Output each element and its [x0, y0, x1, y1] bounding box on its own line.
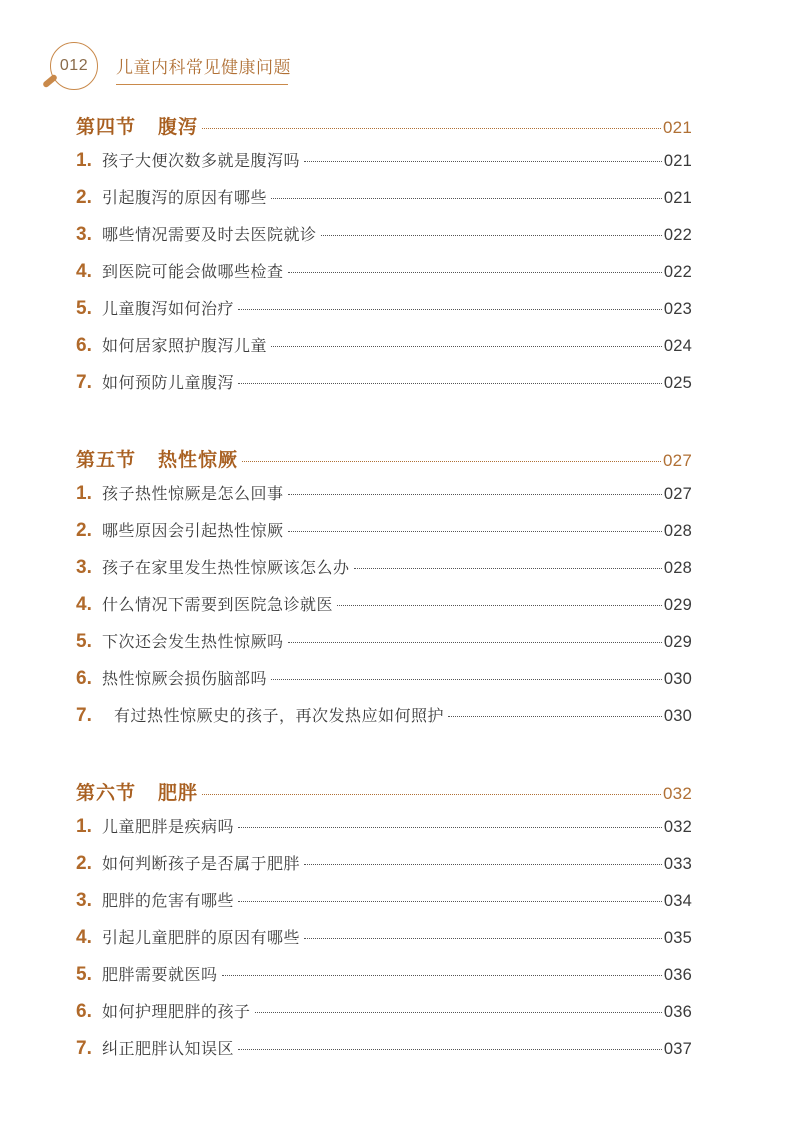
- page-number-badge: [50, 42, 98, 90]
- entry-page: 022: [663, 263, 692, 281]
- toc-entry[interactable]: [76, 1036, 692, 1073]
- entry-page: 033: [663, 855, 692, 873]
- toc-entry[interactable]: [76, 703, 692, 740]
- toc-entry[interactable]: [76, 148, 692, 185]
- dot-leader: [255, 1012, 662, 1013]
- entry-title: 热性惊厥会损伤脑部吗: [102, 669, 268, 688]
- toc-entry[interactable]: [76, 925, 692, 962]
- entry-title: 到医院可能会做哪些检查: [102, 262, 284, 281]
- entry-title: 儿童肥胖是疾病吗: [102, 817, 235, 836]
- entry-title: 什么情况下需要到医院急诊就医: [102, 595, 334, 614]
- toc-entry[interactable]: [76, 481, 692, 518]
- toc-section-5: [76, 445, 692, 740]
- dot-leader: [271, 198, 662, 199]
- entry-number: 6.: [76, 1001, 92, 1022]
- entry-number: 3.: [76, 224, 92, 245]
- entry-page: 027: [663, 485, 692, 503]
- entry-number: 3.: [76, 557, 92, 578]
- dot-leader: [271, 346, 662, 347]
- entry-number: 1.: [76, 483, 92, 504]
- entry-title: 有过热性惊厥史的孩子，再次发热应如何照护: [114, 706, 445, 725]
- entry-title: 引起儿童肥胖的原因有哪些: [102, 928, 301, 947]
- entry-title: 哪些原因会引起热性惊厥: [102, 521, 284, 540]
- entry-number: 2.: [76, 853, 92, 874]
- toc-entry[interactable]: [76, 555, 692, 592]
- dot-leader: [238, 383, 662, 384]
- entry-page: 036: [663, 966, 692, 984]
- dot-leader: [238, 309, 662, 310]
- entry-number: 7.: [76, 705, 92, 726]
- entry-page: 021: [663, 189, 692, 207]
- entry-number: 5.: [76, 964, 92, 985]
- dot-leader: [242, 461, 661, 462]
- entry-page: 022: [663, 226, 692, 244]
- entry-page: 030: [663, 670, 692, 688]
- entry-title: 如何居家照护腹泻儿童: [102, 336, 268, 355]
- entry-page: 037: [663, 1040, 692, 1058]
- dot-leader: [304, 938, 662, 939]
- section-title: 肥胖: [158, 782, 199, 804]
- section-page: 027: [663, 451, 692, 470]
- page-header: [44, 38, 304, 98]
- entry-number: 2.: [76, 187, 92, 208]
- entry-number: 2.: [76, 520, 92, 541]
- dot-leader: [321, 235, 662, 236]
- entry-page: 028: [663, 522, 692, 540]
- entry-number: 4.: [76, 594, 92, 615]
- entry-page: 029: [663, 596, 692, 614]
- dot-leader: [288, 494, 662, 495]
- entry-title: 肥胖需要就医吗: [102, 965, 218, 984]
- entry-title: 引起腹泻的原因有哪些: [102, 188, 268, 207]
- toc-section-4: [76, 112, 692, 407]
- entry-number: 4.: [76, 927, 92, 948]
- dot-leader: [202, 794, 661, 795]
- entry-page: 030: [663, 707, 692, 725]
- entry-page: 036: [663, 1003, 692, 1021]
- section-label: 第六节: [76, 782, 137, 804]
- toc-entry[interactable]: [76, 259, 692, 296]
- toc-entry[interactable]: [76, 999, 692, 1036]
- entry-number: 3.: [76, 890, 92, 911]
- entry-title: 如何预防儿童腹泻: [102, 373, 235, 392]
- dot-leader: [288, 642, 662, 643]
- entry-number: 5.: [76, 631, 92, 652]
- entry-page: 024: [663, 337, 692, 355]
- entry-number: 1.: [76, 816, 92, 837]
- entry-page: 025: [663, 374, 692, 392]
- toc-entry[interactable]: [76, 851, 692, 888]
- entry-title: 如何判断孩子是否属于肥胖: [102, 854, 301, 873]
- dot-leader: [448, 716, 662, 717]
- dot-leader: [202, 128, 661, 129]
- entry-title: 孩子大便次数多就是腹泻吗: [102, 151, 301, 170]
- entry-number: 7.: [76, 372, 92, 393]
- dot-leader: [288, 531, 662, 532]
- entry-title: 下次还会发生热性惊厥吗: [102, 632, 284, 651]
- dot-leader: [238, 901, 662, 902]
- section-title: 热性惊厥: [158, 449, 239, 471]
- section-label: 第四节: [76, 116, 137, 138]
- entry-page: 021: [663, 152, 692, 170]
- entry-page: 029: [663, 633, 692, 651]
- toc-entry[interactable]: [76, 518, 692, 555]
- entry-title: 肥胖的危害有哪些: [102, 891, 235, 910]
- toc-entry[interactable]: [76, 888, 692, 925]
- dot-leader: [271, 679, 662, 680]
- dot-leader: [222, 975, 662, 976]
- entry-number: 5.: [76, 298, 92, 319]
- dot-leader: [337, 605, 662, 606]
- book-title: 儿童内科常见健康问题: [116, 58, 291, 78]
- section-heading[interactable]: [76, 445, 692, 479]
- entry-page: 028: [663, 559, 692, 577]
- dot-leader: [238, 827, 662, 828]
- toc-entry[interactable]: [76, 333, 692, 370]
- toc-entry[interactable]: [76, 814, 692, 851]
- entry-number: 7.: [76, 1038, 92, 1059]
- entry-page: 034: [663, 892, 692, 910]
- entry-page: 023: [663, 300, 692, 318]
- section-page: 021: [663, 118, 692, 137]
- entry-title: 如何护理肥胖的孩子: [102, 1002, 251, 1021]
- toc-entry[interactable]: [76, 629, 692, 666]
- section-heading[interactable]: [76, 112, 692, 146]
- table-of-contents: [76, 112, 692, 1111]
- dot-leader: [304, 161, 662, 162]
- entry-number: 6.: [76, 668, 92, 689]
- toc-entry[interactable]: [76, 962, 692, 999]
- entry-title: 儿童腹泻如何治疗: [102, 299, 235, 318]
- entry-page: 032: [663, 818, 692, 836]
- section-page: 032: [663, 784, 692, 803]
- entry-title: 哪些情况需要及时去医院就诊: [102, 225, 317, 244]
- entry-number: 1.: [76, 150, 92, 171]
- entry-title: 纠正肥胖认知误区: [102, 1039, 235, 1058]
- toc-entry[interactable]: [76, 185, 692, 222]
- entry-number: 6.: [76, 335, 92, 356]
- dot-leader: [288, 272, 662, 273]
- entry-number: 4.: [76, 261, 92, 282]
- entry-title: 孩子热性惊厥是怎么回事: [102, 484, 284, 503]
- dot-leader: [304, 864, 662, 865]
- header-rule: [116, 84, 288, 85]
- toc-entry[interactable]: [76, 592, 692, 629]
- entry-page: 035: [663, 929, 692, 947]
- toc-entry[interactable]: [76, 222, 692, 259]
- toc-entry[interactable]: [76, 666, 692, 703]
- section-heading[interactable]: [76, 778, 692, 812]
- section-title: 腹泻: [158, 116, 199, 138]
- toc-entry[interactable]: [76, 296, 692, 333]
- page-number: 012: [59, 57, 89, 74]
- toc-section-6: [76, 778, 692, 1073]
- entry-title: 孩子在家里发生热性惊厥该怎么办: [102, 558, 350, 577]
- section-label: 第五节: [76, 449, 137, 471]
- dot-leader: [238, 1049, 662, 1050]
- toc-entry[interactable]: [76, 370, 692, 407]
- dot-leader: [354, 568, 662, 569]
